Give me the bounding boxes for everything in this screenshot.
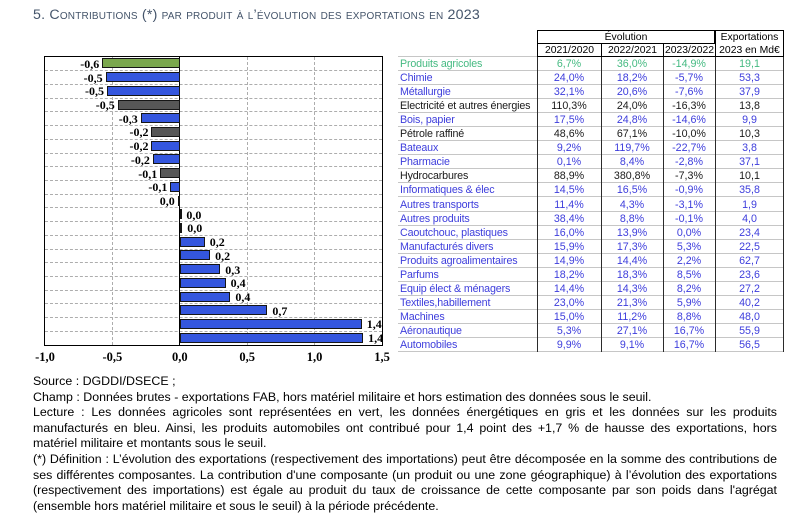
table-row — [398, 240, 784, 254]
bar-value-label: -0,2 — [129, 139, 149, 154]
table-cell: 17,5% — [553, 114, 585, 127]
table-cell: 0,1% — [556, 156, 582, 169]
table-cell: 38,4% — [553, 212, 585, 225]
chart-bar — [102, 58, 180, 68]
source-note: Source : DGDDI/DSECE ; — [33, 374, 176, 388]
table-cell: 18,2% — [553, 268, 585, 281]
table-cell: 18,2% — [616, 72, 648, 85]
table-cell: -5,7% — [675, 72, 703, 85]
bar-value-label: -0,1 — [148, 180, 168, 195]
bar-value-label: 0,0 — [187, 221, 203, 236]
table-cell: 23,6 — [739, 268, 760, 281]
table-row — [398, 338, 784, 352]
table-cell: 14,5% — [553, 184, 585, 197]
chart-bar — [141, 113, 180, 123]
table-row — [398, 183, 784, 197]
table-cell: 24,8% — [616, 114, 648, 127]
h-gridline — [45, 290, 382, 291]
bar-value-label: 1,4 — [368, 331, 384, 346]
lecture-note: Lecture : Les données agricoles sont représentées en vert, les données énergétiques en gris et les données sur les produits manufacturés en bleu. Ainsi, les produits automobiles ont contribué pour 1,4 point des +1,7 % de hausse des exportations, hors matériel militaire et montants sous le seuil. — [33, 405, 777, 451]
evolution-header: Évolution — [537, 30, 715, 44]
table-cell: 8,4% — [619, 156, 645, 169]
table-cell: 8,8% — [619, 212, 645, 225]
h-gridline — [45, 166, 382, 167]
row-label: Machines — [400, 310, 445, 323]
row-label: Electricité et autres énergies — [400, 100, 531, 113]
table-cell: 67,1% — [616, 128, 648, 141]
table-cell: 53,3 — [739, 72, 760, 85]
h-gridline — [45, 180, 382, 181]
table-cell: 24,0% — [616, 100, 648, 113]
bar-value-label: -0,6 — [80, 56, 100, 71]
v-gridline — [314, 57, 315, 345]
row-label: Bateaux — [400, 142, 439, 155]
table-cell: 88,9% — [553, 170, 585, 183]
table-cell: 24,0% — [553, 72, 585, 85]
table-row — [398, 155, 784, 169]
table-cell: 36,0% — [616, 58, 648, 70]
chart-bar — [180, 223, 182, 233]
definition-note: (*) Définition : L’évolution des exportations (respectivement des importations) peut être décomposée en la somme des contributions de ses différentes composantes. La contribution d'une composante (un produit ou une zone géographique) à l’évolution des exportations (respectivement des importations) est égale au produit du taux de croissance de cette composante par son poids dans l'agrégat (ensemble hors matériel militaire et sous le seuil) à la période précédente. — [33, 451, 777, 513]
table-cell: 5,3% — [676, 240, 702, 253]
exports-header — [715, 30, 784, 57]
bar-value-label: 0,4 — [235, 290, 251, 304]
table-cell: 13,9% — [616, 226, 648, 239]
table-cell: 5,9% — [676, 296, 702, 309]
row-label: Parfums — [400, 268, 439, 281]
period-header-2023-2022: 2023/2022 — [664, 45, 715, 56]
table-cell: 37,1 — [739, 156, 760, 169]
table-cell: 15,9% — [553, 240, 585, 253]
footnotes — [33, 374, 777, 514]
row-label: Métallurgie — [400, 86, 451, 99]
table-row — [398, 268, 784, 282]
row-label: Hydrocarbures — [400, 170, 469, 183]
table-cell: 11,2% — [617, 310, 647, 323]
h-gridline — [45, 276, 382, 277]
table-cell: 16,5% — [616, 184, 648, 197]
row-label: Chimie — [400, 72, 433, 85]
table-cell: 32,1% — [553, 86, 585, 99]
x-tick: -0,5 — [102, 350, 123, 364]
h-gridline — [45, 262, 382, 263]
table-cell: 4,0 — [742, 212, 757, 225]
chart-bar — [151, 127, 179, 137]
table-cell: -16,3% — [672, 100, 706, 113]
table-cell: 14,9% — [553, 254, 585, 267]
period-header-2022-2021: 2022/2021 — [601, 43, 664, 57]
bar-value-label: -0,5 — [85, 84, 105, 99]
table-column-line — [537, 57, 538, 352]
table-row — [398, 113, 784, 127]
row-label: Pharmacie — [400, 156, 450, 169]
chart-bar — [180, 292, 231, 302]
chart-bar — [118, 100, 180, 110]
table-cell: 11,4% — [554, 198, 584, 211]
bar-value-label: 0,3 — [225, 262, 241, 277]
h-gridline — [45, 317, 382, 318]
table-cell: 27,1% — [616, 324, 648, 337]
table-cell: -14,6% — [672, 114, 706, 127]
x-tick: 0,0 — [171, 350, 188, 364]
h-gridline — [45, 194, 382, 195]
table-cell: 23,4 — [739, 226, 760, 239]
x-axis — [35, 350, 390, 364]
row-label: Aéronautique — [400, 324, 462, 337]
table-cell: 20,6% — [616, 86, 648, 99]
table-cell: 16,7% — [673, 339, 705, 351]
row-label: Autres produits — [400, 212, 470, 225]
table-cell: -0,9% — [675, 184, 703, 197]
table-column-line — [715, 57, 716, 352]
bar-value-label: -0,2 — [130, 152, 150, 167]
chart-bar — [180, 319, 362, 329]
row-label: Informatiques & élec — [400, 184, 495, 197]
row-label: Manufacturés divers — [400, 240, 494, 253]
table-cell: 56,5 — [739, 339, 760, 351]
chart-bar — [151, 141, 179, 151]
chart-bar — [180, 305, 268, 315]
row-label: Textiles,habillement — [400, 296, 491, 309]
table-cell: 9,2% — [556, 142, 582, 155]
table-cell: -10,0% — [672, 128, 706, 141]
table-row — [398, 254, 784, 268]
table-cell: -22,7% — [672, 142, 706, 155]
x-tick: 0,5 — [239, 350, 255, 364]
row-label: Produits agricoles — [400, 58, 483, 70]
h-gridline — [45, 125, 382, 126]
chart-bar — [107, 86, 180, 96]
table-cell: 55,9 — [739, 324, 760, 337]
table-cell: 16,0% — [553, 226, 585, 239]
table-cell: 62,7 — [739, 254, 760, 267]
table-cell: 14,3% — [616, 282, 648, 295]
exports-header-line1: Exportations — [720, 32, 779, 43]
bar-value-label: -0,1 — [138, 166, 158, 181]
table-cell: 21,3% — [616, 296, 648, 309]
table-cell: -2,8% — [675, 156, 703, 169]
table-cell: 10,1 — [739, 170, 760, 183]
table-cell: -7,3% — [675, 170, 703, 183]
table-cell: -3,1% — [675, 198, 703, 211]
table-cell: 1,9 — [742, 198, 757, 211]
chart-bar — [153, 154, 180, 164]
row-label: Bois, papier — [400, 114, 455, 127]
table-cell: 380,8% — [613, 170, 651, 183]
table-column-line — [783, 57, 784, 352]
row-label: Equip élect & ménagers — [400, 282, 511, 295]
table-cell: 23,0% — [553, 296, 585, 309]
bar-value-label: 0,7 — [272, 303, 288, 318]
table-cell: 27,2 — [739, 282, 760, 295]
x-tick: 1,5 — [374, 350, 390, 364]
table-cell: 8,2% — [676, 282, 702, 295]
table-cell: 10,3 — [739, 128, 760, 141]
table-cell: 48,0 — [739, 310, 760, 323]
chart-bar — [160, 168, 180, 178]
bar-value-label: 0,4 — [230, 276, 246, 291]
exports-header-line2: 2023 en Md€ — [719, 44, 780, 56]
table-cell: 16,7% — [673, 324, 705, 337]
champ-note: Champ : Données brutes - exportations FAB, hors matériel militaire et hors estimation des données sous le seuil. — [33, 389, 652, 404]
h-gridline — [45, 303, 382, 304]
table-cell: -7,6% — [675, 86, 703, 99]
table-cell: 110,3% — [551, 100, 587, 113]
period-header-2021-2020: 2021/2020 — [537, 43, 602, 57]
table-cell: 119,7% — [614, 142, 650, 155]
table-cell: 2,2% — [676, 254, 702, 267]
x-tick: -1,0 — [35, 350, 55, 364]
chart-bar — [180, 250, 210, 260]
bar-value-label: 0,2 — [209, 235, 225, 250]
table-cell: 14,4% — [553, 282, 585, 295]
table-cell: 18,3% — [616, 268, 648, 281]
x-tick: 1,0 — [306, 350, 323, 364]
table-cell: 6,7% — [556, 58, 582, 70]
table-cell: 48,6% — [553, 128, 585, 141]
table-column-line — [601, 57, 602, 352]
table-cell: 19,1 — [739, 58, 760, 70]
h-gridline — [45, 221, 382, 222]
bar-value-label: 0,0 — [159, 194, 175, 208]
row-label: Autres transports — [400, 198, 479, 211]
table-cell: 14,4% — [616, 254, 648, 267]
table-cell: 5,3% — [556, 324, 582, 337]
bar-value-label: -0,2 — [129, 125, 149, 140]
table-row — [398, 226, 784, 240]
table-cell: 8,8% — [676, 310, 702, 323]
table-cell: -14,9% — [672, 58, 706, 70]
table-row — [398, 282, 784, 296]
table-row — [398, 198, 784, 212]
bar-chart-plot — [44, 56, 383, 346]
table-cell: 13,8 — [739, 100, 760, 113]
row-label: Automobiles — [400, 339, 458, 351]
bar-value-label: 0,0 — [186, 207, 202, 222]
bar-value-label: -0,5 — [83, 70, 103, 85]
chart-bar — [180, 333, 363, 343]
table-column-line — [663, 57, 664, 352]
data-table — [398, 30, 784, 354]
bar-value-label: 1,4 — [366, 317, 382, 332]
table-row — [398, 57, 784, 71]
table-row — [398, 99, 784, 113]
table-cell: 8,5% — [676, 268, 702, 281]
table-row — [398, 324, 784, 338]
table-cell: 17,3% — [616, 240, 648, 253]
chart-bar — [180, 209, 182, 219]
table-row — [398, 169, 784, 183]
chart-bar — [106, 72, 180, 82]
bar-value-label: -0,3 — [118, 111, 138, 126]
table-row — [398, 212, 784, 226]
table-row — [398, 85, 784, 99]
chart-bar — [180, 264, 220, 274]
row-label: Caoutchouc, plastiques — [400, 226, 508, 239]
table-cell: 37,9 — [739, 86, 760, 99]
bar-value-label: 0,2 — [215, 248, 231, 263]
page-title: 5. Contributions (*) par produit à l’évolution des exportations en 2023 — [33, 7, 480, 23]
chart-bar — [180, 237, 205, 247]
table-row — [398, 127, 784, 141]
table-row — [398, 310, 784, 324]
table-cell: 0,0% — [676, 226, 702, 239]
chart-bar — [180, 278, 226, 288]
h-gridline — [45, 207, 382, 208]
bar-value-label: -0,5 — [95, 98, 115, 112]
table-row — [398, 296, 784, 310]
chart-bar — [178, 196, 180, 206]
table-cell: -0,1% — [675, 212, 703, 225]
h-gridline — [45, 153, 382, 154]
table-cell: 9,9% — [556, 339, 582, 351]
table-cell: 4,3% — [619, 198, 645, 211]
h-gridline — [45, 331, 382, 332]
table-row — [398, 71, 784, 85]
table-cell: 22,5 — [739, 240, 760, 253]
chart-bar — [170, 182, 179, 192]
table-cell: 35,8 — [739, 184, 760, 197]
table-cell: 9,9 — [742, 114, 757, 127]
table-cell: 15,0% — [553, 310, 585, 323]
table-cell: 40,2 — [739, 296, 760, 309]
row-label: Produits agroalimentaires — [400, 254, 518, 267]
table-row — [398, 141, 784, 155]
h-gridline — [45, 139, 382, 140]
table-cell: 9,1% — [619, 339, 645, 351]
row-label: Pétrole raffiné — [400, 128, 465, 141]
table-cell: 3,8 — [742, 142, 757, 155]
